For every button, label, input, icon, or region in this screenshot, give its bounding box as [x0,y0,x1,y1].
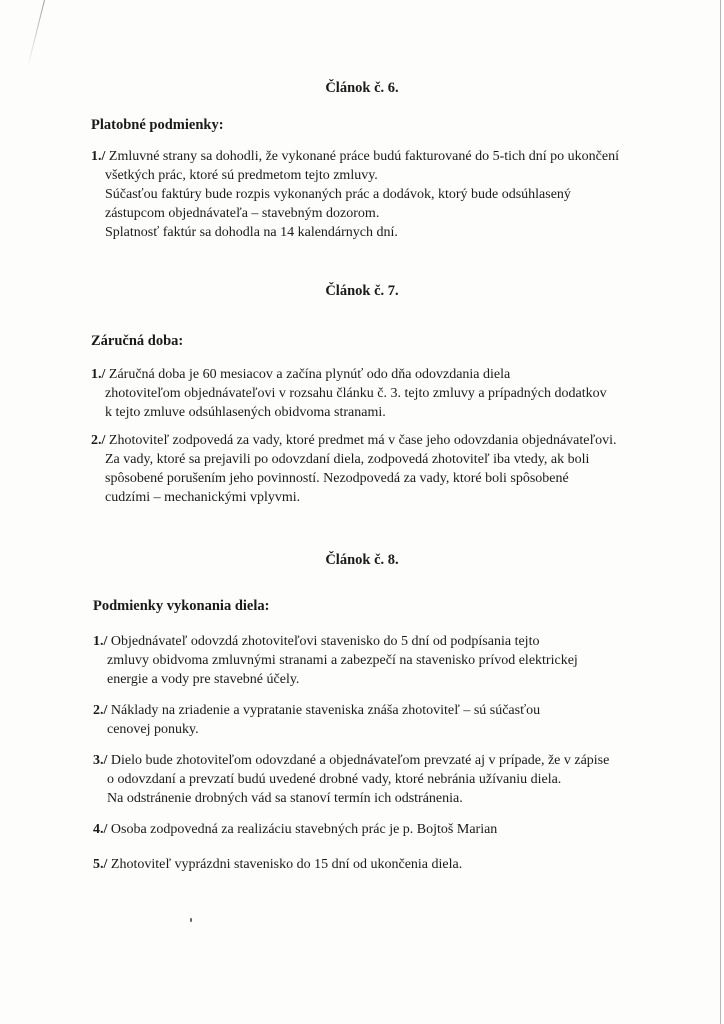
item-number: 2./ [93,703,108,718]
item-number: 3./ [93,753,108,768]
item-text-line: všetkých prác, ktoré sú predmetom tejto zmluvy. [105,168,378,183]
item-number: 1./ [91,367,106,382]
item-text-line: Zhotoviteľ vyprázdni stavenisko do 15 dní od ukončenia diela. [110,857,463,872]
article-8-item-4 [93,820,497,839]
article-8-item-5 [93,855,462,874]
article-7-heading: Záručná doba: [91,333,184,349]
item-text-line: o odovzdaní a prevzatí budú uvedené drobné vady, ktoré nebránia užívaniu diela. [107,772,562,787]
article-7-item-2 [91,431,617,507]
article-6-title: Článok č. 6. [325,80,399,96]
article-7-item-1 [91,365,607,422]
item-text-line: Objednávateľ odovzdá zhotoviteľovi stavenisko do 5 dní od podpísania tejto [110,634,540,649]
item-text-line: Záručná doba je 60 mesiacov a začína plynúť odo dňa odovzdania diela [108,367,511,382]
item-text-line: cudzími – mechanickými vplyvmi. [105,490,301,505]
item-text-line: Na odstránenie drobných vád sa stanoví termín ich odstránenia. [107,791,463,806]
article-6-heading: Platobné podmienky: [91,117,224,133]
item-text-line: Osoba zodpovedná za realizáciu stavebných prác je p. Bojtoš Marian [110,822,498,837]
article-8-item-1 [93,632,578,689]
item-text-line: cenovej ponuky. [107,722,199,737]
item-text-line: Zmluvné strany sa dohodli, že vykonané práce budú fakturované do 5-tich dní po ukončení [108,149,619,164]
item-text-line: zhotoviteľom objednávateľovi v rozsahu článku č. 3. tejto zmluvy a prípadných dodatkov [105,386,607,401]
item-text-line: Zhotoviteľ zodpovedá za vady, ktoré predmet má v čase jeho odovzdania objednávateľovi. [108,433,617,448]
scan-speck [190,918,192,922]
article-8-item-2 [93,701,540,739]
item-text-line: Za vady, ktoré sa prejavili po odovzdaní diela, zodpovedá zhotoviteľ iba vtedy, ak boli [105,452,590,467]
item-text-line: Súčasťou faktúry bude rozpis vykonaných prác a dodávok, ktorý bude odsúhlasený [105,187,571,202]
item-text-line: k tejto zmluve odsúhlasených obidvoma stranami. [105,405,386,420]
scan-artifact-line [27,0,45,68]
item-number: 5./ [93,857,108,872]
item-number: 4./ [93,822,108,837]
item-text-line: Náklady na zriadenie a vypratanie staveniska znáša zhotoviteľ – sú súčasťou [110,703,541,718]
article-8-item-3 [93,751,609,808]
item-number: 2./ [91,433,106,448]
article-8-title: Článok č. 8. [325,552,399,568]
item-text-line: Dielo bude zhotoviteľom odovzdané a objednávateľom prevzaté aj v prípade, že v zápise [110,753,610,768]
item-number: 1./ [91,149,106,164]
article-8-heading: Podmienky vykonania diela: [93,598,270,614]
item-text-line: energie a vody pre stavebné účely. [107,672,300,687]
page-edge-line [720,0,721,1024]
article-6-item-1 [91,147,619,242]
item-text-line: Splatnosť faktúr sa dohodla na 14 kalendárnych dní. [105,225,398,240]
article-7-title: Článok č. 7. [325,283,399,299]
item-text-line: zástupcom objednávateľa – stavebným dozorom. [105,206,380,221]
item-number: 1./ [93,634,108,649]
item-text-line: zmluvy obidvoma zmluvnými stranami a zabezpečí na stavenisko prívod elektrickej [107,653,578,668]
item-text-line: spôsobené porušením jeho povinností. Nezodpovedá za vady, ktoré boli spôsobené [105,471,569,486]
